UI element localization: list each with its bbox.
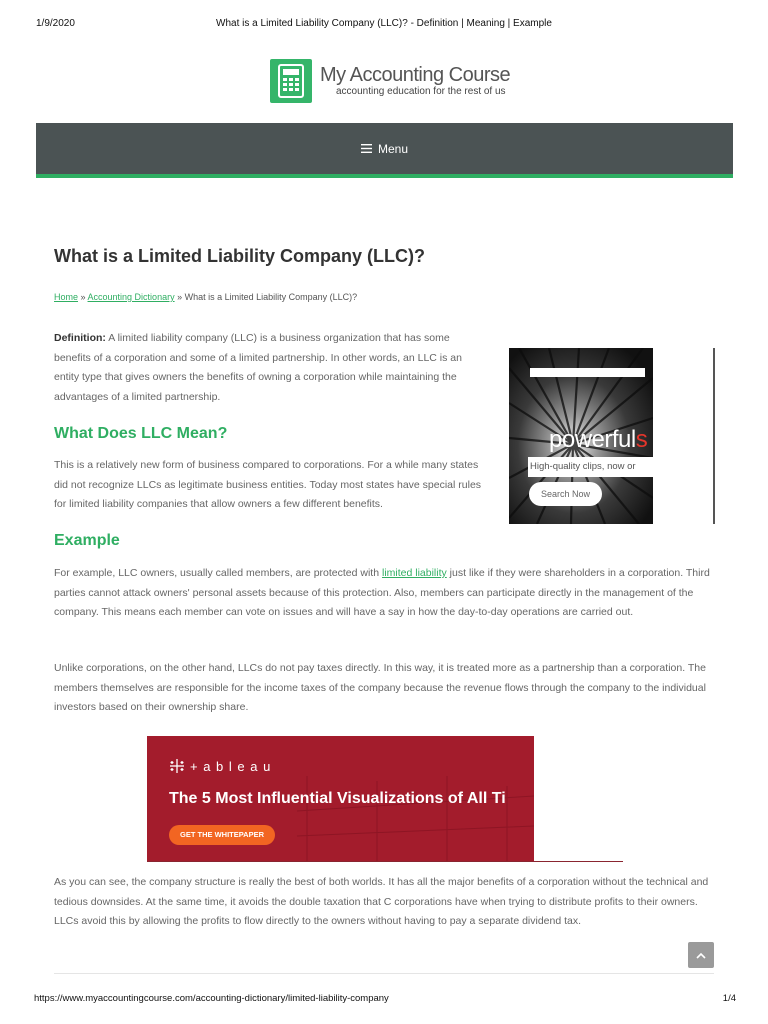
definition-paragraph	[54, 329, 489, 407]
print-url: https://www.myaccountingcourse.com/accounting-dictionary/limited-liability-company	[34, 993, 389, 1004]
ad-search-button[interactable]: Search Now	[529, 482, 602, 506]
page-number: 1/4	[722, 993, 736, 1004]
print-date: 1/9/2020	[36, 18, 75, 29]
breadcrumb-separator: »	[174, 292, 185, 302]
section-heading-example: Example	[54, 532, 120, 549]
divider	[54, 973, 714, 974]
ad-title-bar	[530, 368, 645, 377]
ad-subtitle: High-quality clips, now or	[528, 457, 653, 477]
tableau-icon	[169, 758, 185, 774]
breadcrumb-current: What is a Limited Liability Company (LLC)?	[184, 292, 358, 302]
example-text-after: just like if they were shareholders in a corporation. Third parties cannot attack owners' personal assets because of this protection. Also, members can participate directly in the management of the company. This means each member can vote on issues and will have a say in how the day-to-day operations are carried out.	[54, 567, 710, 618]
hamburger-icon	[361, 142, 372, 156]
limited-liability-link[interactable]: limited liability	[381, 567, 447, 579]
calculator-icon	[270, 59, 312, 103]
breadcrumb-home[interactable]: Home	[54, 292, 79, 302]
section-heading-meaning: What Does LLC Mean?	[54, 425, 228, 442]
tableau-logo	[169, 758, 271, 774]
tableau-brand-text: + a b l e a u	[190, 758, 272, 774]
ad-brand-accent: s	[635, 426, 648, 453]
menu-label: Menu	[377, 141, 409, 156]
example-paragraph-1	[54, 564, 714, 623]
menu-button[interactable]	[36, 123, 733, 174]
example-paragraph-2: Unlike corporations, on the other hand, LLCs do not pay taxes directly. In this way, it is treated more as a partnership than a corporation. The members themselves are responsible for the income taxes of the company because the revenue flows through the company to the individual investors based on their ownership share.	[54, 662, 706, 713]
video-ad[interactable]	[509, 348, 653, 524]
scroll-to-top-button[interactable]	[688, 942, 714, 968]
ad-baseline	[147, 861, 623, 862]
ad-brand-text: powerful	[549, 426, 636, 453]
ad-brand	[549, 426, 647, 454]
page-title: What is a Limited Liability Company (LLC)?	[54, 246, 426, 266]
meaning-paragraph: This is a relatively new form of business compared to corporations. For a while many states did not recognize LLCs as legitimate business entities. Today most states have special rules for limited liability companies that allow owners a few different benefits.	[54, 459, 482, 510]
print-header	[0, 18, 768, 32]
logo-tagline: accounting education for the rest of us	[336, 86, 506, 97]
print-footer	[0, 993, 768, 1007]
example-paragraph-3: As you can see, the company structure is really the best of both worlds. It has all the major benefits of a corporation without the technical and tedious downsides. At the same time, it avoids the double taxation that C corporations have when trying to distribute profits to their owners. LLCs avoid this by allowing the profits to flow directly to the owners without having to pay a separate dividend tax.	[54, 876, 709, 927]
whitepaper-button[interactable]: GET THE WHITEPAPER	[169, 825, 275, 845]
tableau-headline: The 5 Most Influential Visualizations of All Ti	[169, 790, 506, 807]
logo-name: My Accounting Course	[320, 64, 511, 86]
site-logo[interactable]	[270, 58, 510, 104]
example-text-before: For example, LLC owners, usually called members, are protected with	[54, 567, 382, 579]
definition-label: Definition:	[54, 332, 106, 344]
ad-divider	[713, 348, 715, 524]
chevron-up-icon	[696, 952, 706, 959]
breadcrumb	[54, 292, 357, 302]
definition-text: A limited liability company (LLC) is a business organization that has some benefits of a corporation and some of a limited partnership. In other words, an LLC is an entity type that gives owners the benefits of owning a corporation while maintaining the advantages of a limited partnership.	[54, 332, 462, 403]
breadcrumb-dictionary[interactable]: Accounting Dictionary	[87, 292, 175, 302]
tableau-ad[interactable]	[147, 736, 534, 862]
print-doc-title: What is a Limited Liability Company (LLC)? - Definition | Meaning | Example	[216, 18, 552, 29]
breadcrumb-separator: »	[78, 292, 88, 302]
navbar	[36, 123, 733, 178]
